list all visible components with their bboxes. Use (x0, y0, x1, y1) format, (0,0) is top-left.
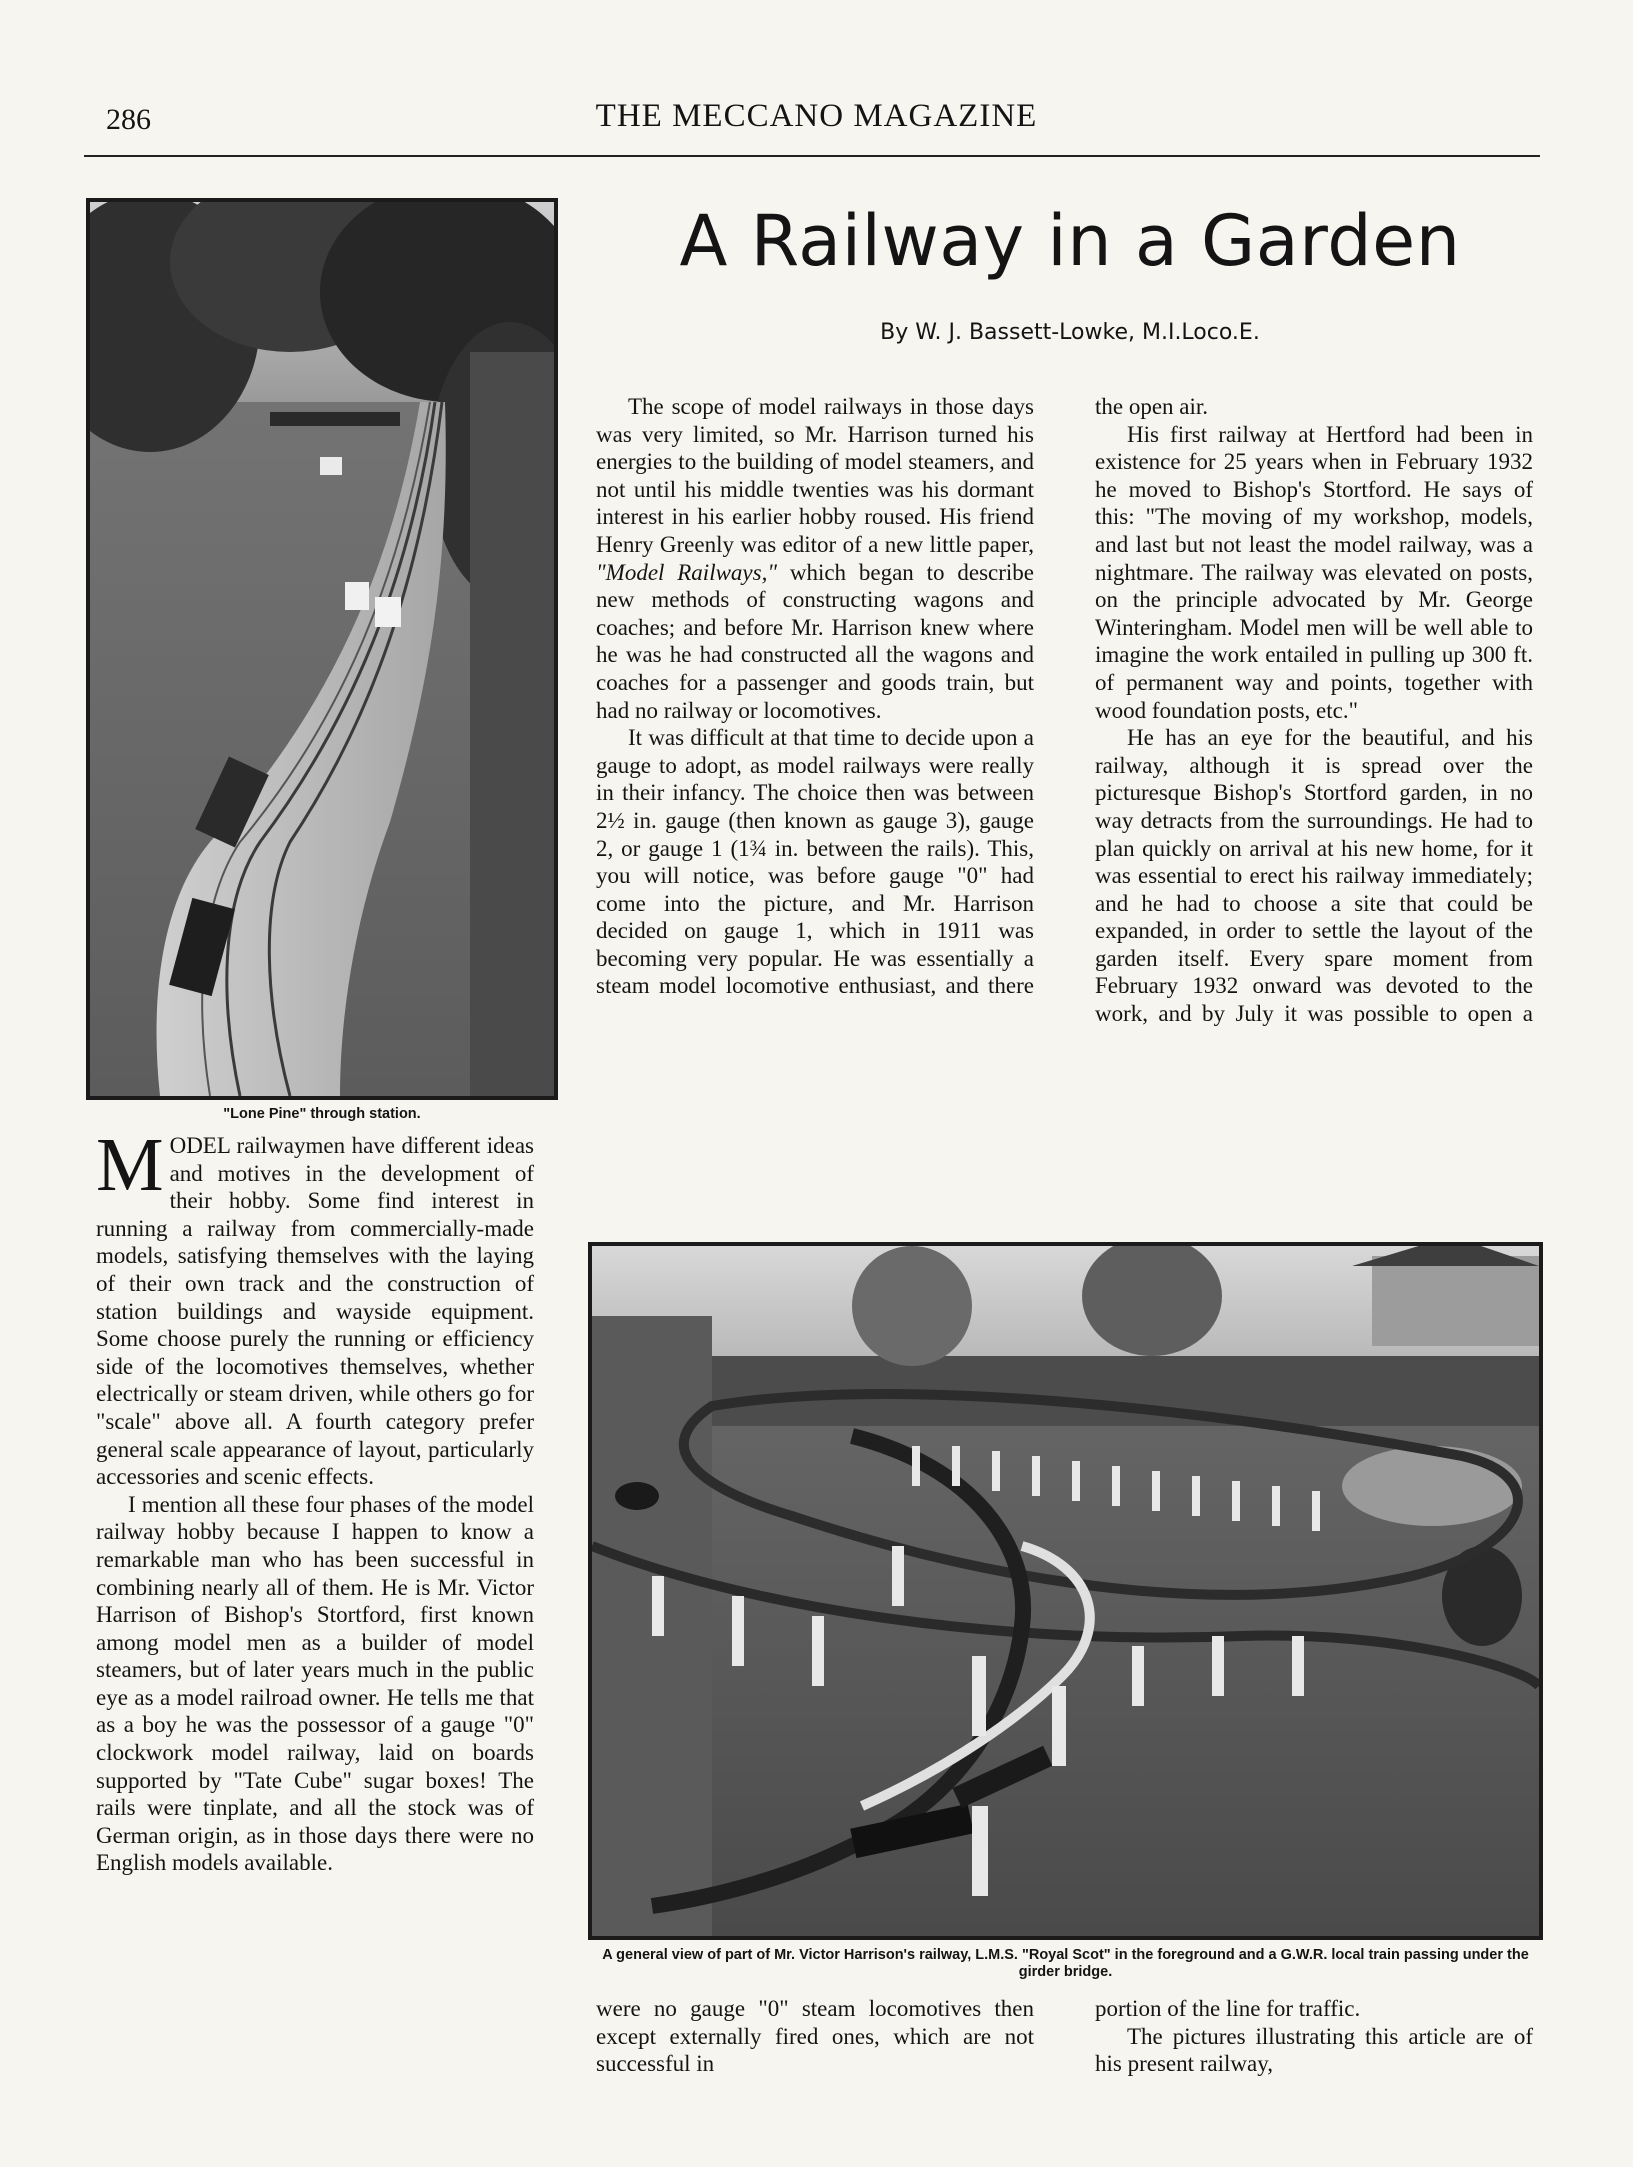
station-photo-image (90, 202, 554, 1096)
middle-column-top (596, 393, 1034, 1000)
middle-paragraph-1 (596, 393, 1034, 724)
header-rule (84, 155, 1540, 157)
station-photo-caption: "Lone Pine" through station. (223, 1106, 421, 1122)
right-column-top (1095, 393, 1533, 1028)
left-paragraph-2: I mention all these four phases of the model railway hobby because I happen to know a remarkable man who has been successful in combining nearly all of them. He is Mr. Victor Harrison of Bishop's Stortford, first known among model men as a builder of model steamers, but of later years much in the public eye as a model railroad owner. He tells me that as a boy he was the possessor of a gauge "0" clockwork model railway, laid on boards supported by "Tate Cube" sugar boxes! The rails were tinplate, and all the stock was of German origin, as in those days there were no English models available. (96, 1491, 534, 1876)
byline: By W. J. Bassett-Lowke, M.I.Loco.E. (880, 320, 1260, 345)
page-number: 286 (106, 103, 151, 136)
right-bottom-paragraph-2: The pictures illustrating this article are of his present railway, (1095, 2023, 1533, 2077)
right-column-bottom (1095, 1995, 1533, 2078)
right-paragraph-0: the open air. (1095, 394, 1209, 419)
magazine-title: THE MECCANO MAGAZINE (595, 98, 1038, 134)
right-paragraph-2: He has an eye for the beautiful, and his railway, although it is spread over the picturesque Bishop's Stortford garden, in no way detracts from the surroundings. He had to plan quickly on arrival at his new home, for it was essential to erect his railway immediately; and he had to choose a site that could be expanded, in order to settle the layout of the garden itself. Every spare moment from February 1932 onward was devoted to the work, and by July it was possible to open a (1095, 725, 1533, 1027)
left-column (96, 1123, 534, 1877)
right-paragraph-1: His first railway at Hertford had been in existence for 25 years when in February 1932 he moved to Bishop's Stortford. He says of this: "The moving of my workshop, models, and last but not least the model railway, was a nightmare. The railway was elevated on posts, on the principle advocated by Mr. George Winteringham. Model men will be well able to imagine the work entailed in pulling up 300 ft. of permanent way and points, together with wood foundation posts, etc." (1095, 421, 1533, 723)
garden-railway-photo-image (592, 1246, 1539, 1936)
paper-title: "Model Railways," (596, 559, 777, 585)
middle-paragraph-1-rest: which began to describe new methods of constructing wagons and coaches; and before Mr. Harrison knew where he was he had constructed all the wagons and coaches for a passenger and goods train, but had no railway or locomotives. (596, 559, 1034, 723)
station-photo (86, 198, 558, 1100)
middle-bottom-paragraph: were no gauge "0" steam locomotives then except externally fired ones, which are not successful in (596, 1996, 1034, 2077)
garden-railway-photo (588, 1242, 1543, 1940)
garden-railway-photo-caption: A general view of part of Mr. Victor Harrison's railway, L.M.S. "Royal Scot" in the foreground and a G.W.R. local train passing under the girder bridge. (602, 1947, 1529, 1980)
right-bottom-paragraph-1: portion of the line for traffic. (1095, 1996, 1361, 2021)
drop-cap: M (96, 1123, 164, 1207)
middle-paragraph-1-text: The scope of model railways in those days was very limited, so Mr. Harrison turned his energies to the building of model steamers, and not until his middle twenties was his dormant interest in his earlier hobby roused. His friend Henry Greenly was editor of a new little paper, (596, 394, 1034, 557)
left-paragraph-1-text: ODEL railwaymen have different ideas and motives in the development of their hobby. Some find interest in running a railway from commercially-made models, satisfying themselves with the laying of their own track and the construction of station buildings and wayside equipment. Some choose purely the running or efficiency side of the locomotives themselves, whether electrically or steam driven, while others go for "scale" above all. A fourth category prefer general scale appearance of layout, particularly accessories and scenic effects. (96, 1133, 534, 1490)
left-paragraph-1 (96, 1123, 534, 1491)
article-title: A Railway in a Garden (679, 200, 1461, 282)
middle-paragraph-2: It was difficult at that time to decide upon a gauge to adopt, as model railways were really in their infancy. The choice then was between 2½ in. gauge (then known as gauge 3), gauge 2, or gauge 1 (1¾ in. between the rails). This, you will notice, was before gauge "0" had come into the picture, and Mr. Harrison decided on gauge 1, which in 1911 was becoming very popular. He was essentially a steam model locomotive enthusiast, and there (596, 725, 1034, 999)
middle-column-bottom (596, 1995, 1034, 2078)
